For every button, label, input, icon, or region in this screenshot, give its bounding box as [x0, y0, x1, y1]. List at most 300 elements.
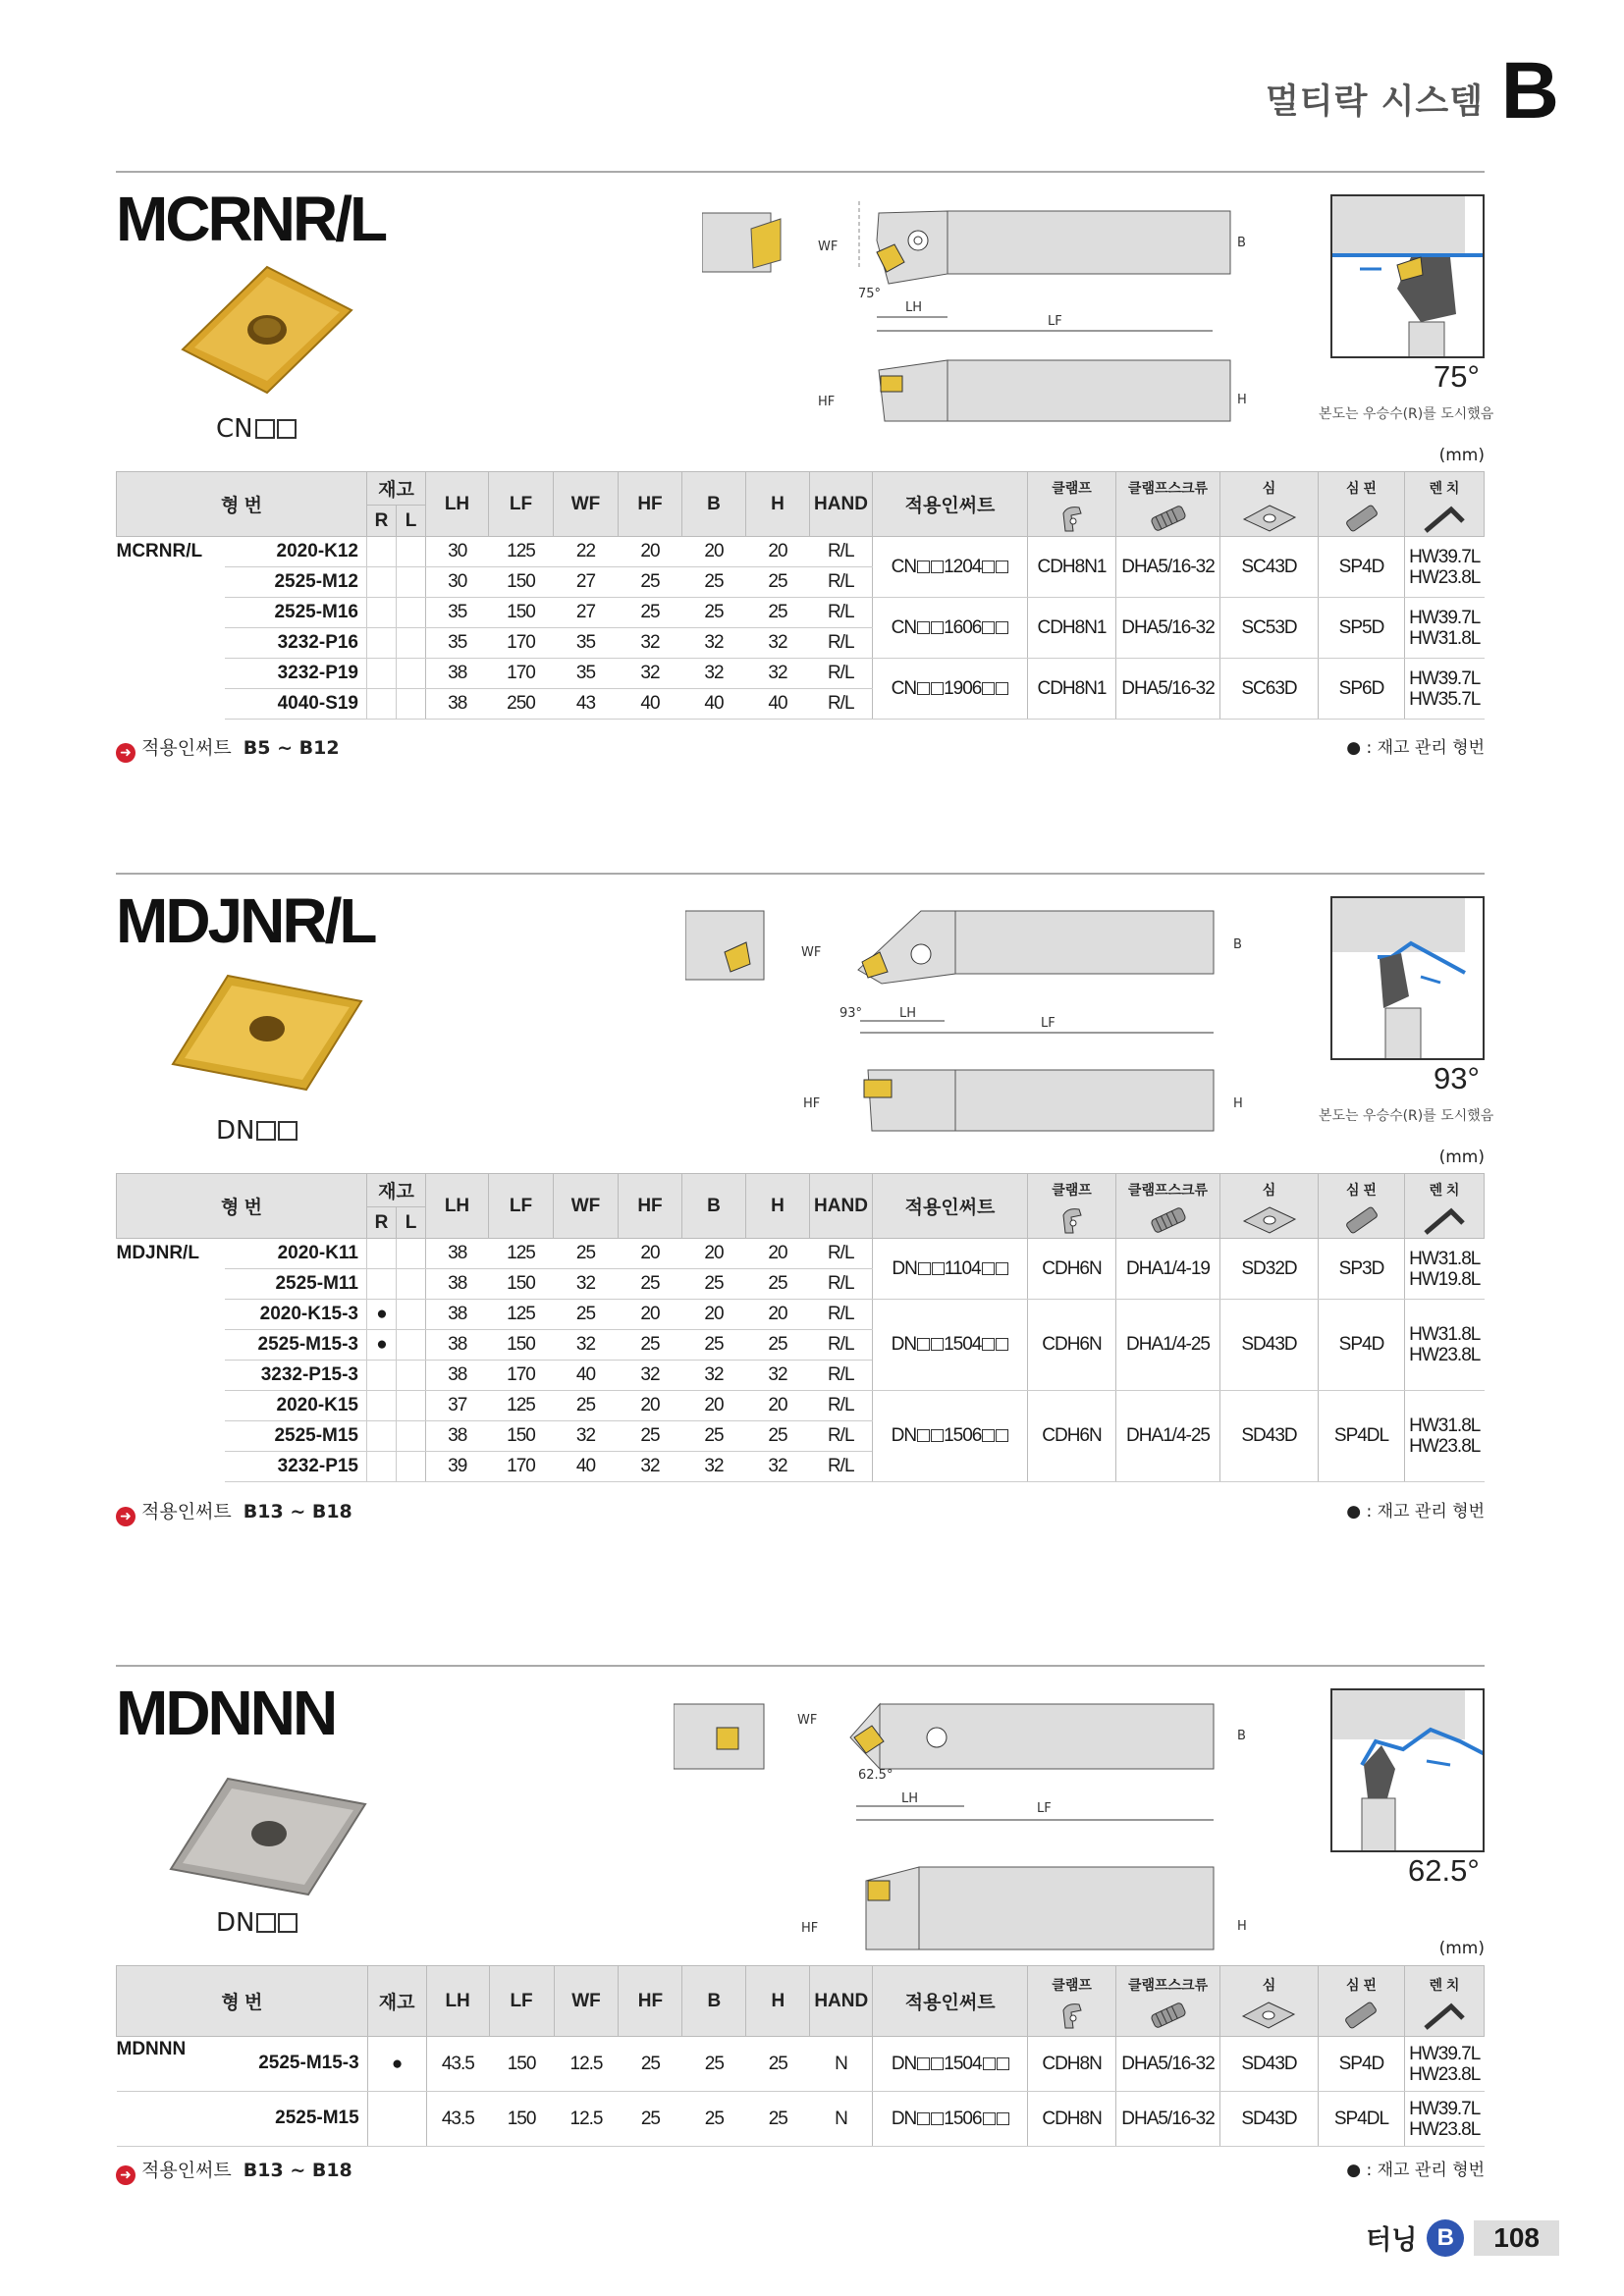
holder-drawing [674, 1698, 1263, 1993]
screw-icon [1144, 1999, 1193, 2032]
unit-label: (mm) [1438, 446, 1485, 465]
shim-icon [1240, 1203, 1299, 1237]
model-code: 2525-M15-3 [258, 2053, 359, 2073]
shim-pin-cell: SP5D [1319, 598, 1405, 659]
cell-lf: 150 [489, 567, 554, 598]
cell-wf: 12.5 [554, 2037, 619, 2092]
model-title: MDJNR/L [116, 885, 375, 956]
cell-wf: 25 [554, 1300, 619, 1330]
cell-hf: 32 [619, 1452, 682, 1482]
insert-suffix: 1504 [944, 1334, 982, 1355]
table-row [117, 1391, 1485, 1421]
col-stock-r: R [367, 506, 397, 537]
cell-b: 25 [682, 1269, 746, 1300]
cell-lf: 125 [489, 537, 554, 567]
angle-diagram [1330, 194, 1485, 358]
unit-label: (mm) [1438, 1939, 1485, 1958]
lh-label: LH [901, 1791, 919, 1806]
cell-lh: 30 [426, 537, 489, 567]
svg-text:75°: 75° [858, 287, 882, 301]
cell-lf: 150 [489, 598, 554, 628]
shim-cell: SC63D [1220, 659, 1319, 720]
section-divider [116, 873, 1485, 875]
cell-lh: 38 [426, 1421, 489, 1452]
cell-h: 25 [746, 1421, 810, 1452]
cell-b: 20 [682, 1300, 746, 1330]
cell-lh: 43.5 [426, 2037, 489, 2092]
cell-hand: N [810, 2092, 873, 2147]
stock-l [397, 1452, 426, 1482]
cell-hand: R/L [810, 567, 873, 598]
lh-label: LH [905, 300, 923, 315]
cell-lh: 43.5 [426, 2092, 489, 2147]
cell-h: 20 [746, 1239, 810, 1269]
col-hf: HF [619, 472, 682, 537]
cell-b: 25 [682, 1421, 746, 1452]
table-row [117, 1239, 1485, 1269]
clamp-icon [1057, 1999, 1087, 2032]
wrench-2: HW35.7L [1409, 688, 1481, 710]
stock-r [367, 659, 397, 689]
wrench-cell [1405, 1239, 1485, 1300]
wrench-2: HW23.8L [1409, 2118, 1481, 2140]
cell-lf: 170 [489, 1452, 554, 1482]
col-wf: WF [554, 1966, 619, 2037]
stock-r: ● [367, 1300, 397, 1330]
cell-wf: 32 [554, 1269, 619, 1300]
insert-ref: ➜ 적용인써트 B5 ~ B12 [116, 733, 340, 763]
model-code: 3232-P15-3 [225, 1361, 367, 1391]
cell-hf: 32 [619, 628, 682, 659]
stock-l [397, 1239, 426, 1269]
col-lf: LF [489, 472, 554, 537]
wrench-cell [1404, 2037, 1484, 2092]
cell-h: 25 [746, 1269, 810, 1300]
col-h: H [746, 472, 810, 537]
insert-prefix: CN [891, 556, 917, 577]
shim-icon [1239, 1999, 1298, 2032]
col-stock: 재고 [367, 1174, 426, 1207]
angle-diagram [1330, 1688, 1485, 1852]
cell-hand: R/L [810, 1391, 873, 1421]
cell-h: 20 [746, 1391, 810, 1421]
wrench-1: HW39.7L [1409, 2098, 1481, 2119]
cell-h: 32 [746, 659, 810, 689]
col-stock-l: L [397, 506, 426, 537]
model-code: 4040-S19 [225, 689, 367, 720]
wrench-2: HW31.8L [1409, 627, 1481, 649]
wrench-icon [1422, 1999, 1467, 2032]
wf-label: WF [818, 240, 839, 254]
pin-icon [1340, 1203, 1383, 1237]
insert-cell [873, 2037, 1028, 2092]
cell-h: 32 [746, 1452, 810, 1482]
insert-shape-label: DN [216, 1908, 298, 1938]
col-stock-r: R [367, 1207, 397, 1239]
insert-image [167, 1775, 369, 1898]
model-group [117, 567, 225, 598]
cell-b: 20 [682, 1391, 746, 1421]
insert-prefix: CN [891, 677, 917, 699]
cell-hand: R/L [810, 1452, 873, 1482]
cell-b: 20 [682, 1239, 746, 1269]
stock-l [397, 567, 426, 598]
cell-lh: 37 [426, 1391, 489, 1421]
wrench-1: HW39.7L [1409, 667, 1481, 689]
svg-text:93°: 93° [839, 1006, 863, 1021]
insert-ref: ➜ 적용인써트 B13 ~ B18 [116, 1497, 352, 1526]
cell-lf: 250 [489, 689, 554, 720]
shim-cell: SD43D [1220, 2092, 1319, 2147]
cell-hf: 25 [619, 2037, 682, 2092]
model-code: 2525-M11 [225, 1269, 367, 1300]
col-clamp-screw: 클램프스크류 [1116, 472, 1220, 537]
cell-lf: 150 [489, 1269, 554, 1300]
cell-hand: R/L [810, 1421, 873, 1452]
stock-l [397, 1361, 426, 1391]
stock-r [367, 598, 397, 628]
cell-hf: 25 [619, 1269, 682, 1300]
arrow-icon: ➜ [116, 1507, 135, 1526]
cell-lf: 150 [489, 2037, 554, 2092]
cell-hf: 20 [619, 1391, 682, 1421]
model-group [117, 659, 225, 689]
insert-image [179, 263, 355, 400]
model-group [117, 1391, 225, 1421]
wf-label: WF [797, 1713, 818, 1728]
clamp-cell: CDH6N [1028, 1300, 1116, 1391]
screw-icon [1144, 502, 1193, 535]
cell-lh: 30 [426, 567, 489, 598]
insert-prefix: DN [891, 2053, 917, 2074]
wrench-2: HW23.8L [1409, 2063, 1481, 2085]
svg-text:62.5°: 62.5° [858, 1768, 893, 1783]
col-hand: HAND [810, 472, 873, 537]
stock-r [367, 1452, 397, 1482]
cell-lf: 125 [489, 1300, 554, 1330]
insert-suffix: 1506 [944, 2108, 982, 2129]
wrench-1: HW39.7L [1409, 2043, 1481, 2064]
cell-h: 25 [746, 2092, 810, 2147]
cell-lf: 150 [489, 2092, 554, 2147]
cell-hand: R/L [810, 537, 873, 567]
cell-wf: 43 [554, 689, 619, 720]
cell-hand: N [810, 2037, 873, 2092]
shim-pin-cell: SP3D [1319, 1239, 1405, 1300]
col-b: B [682, 472, 746, 537]
clamp-cell: CDH6N [1028, 1391, 1116, 1482]
cell-b: 20 [682, 537, 746, 567]
cell-lh: 38 [426, 1239, 489, 1269]
stock-r [367, 1421, 397, 1452]
insert-image [169, 972, 365, 1094]
stock-r [367, 628, 397, 659]
col-shim-pin: 심 핀 [1319, 1174, 1405, 1239]
col-shim-pin: 심 핀 [1318, 1966, 1404, 2037]
cell-wf: 40 [554, 1452, 619, 1482]
screw-icon [1144, 1203, 1193, 1237]
cell-hand: R/L [810, 598, 873, 628]
clamp-icon [1057, 502, 1087, 535]
cell-h: 32 [746, 628, 810, 659]
insert-cell [873, 659, 1028, 720]
insert-prefix: DN [891, 1334, 917, 1355]
lh-label: LH [899, 1006, 917, 1021]
stock-note: ● : 재고 관리 형번 [1346, 738, 1485, 758]
hf-label: HF [818, 395, 836, 409]
angle-value: 75° [1434, 359, 1480, 394]
col-stock-l: L [397, 1207, 426, 1239]
cell-h: 25 [746, 1330, 810, 1361]
cell-hand: R/L [810, 1330, 873, 1361]
cell-wf: 12.5 [554, 2092, 619, 2147]
right-hand-note: 본도는 우승수(R)를 도시했음 [1319, 1108, 1494, 1124]
cell-hf: 32 [619, 1361, 682, 1391]
right-hand-note: 본도는 우승수(R)를 도시했음 [1319, 406, 1494, 422]
stock: ● [367, 2037, 426, 2092]
cell-hand: R/L [810, 1269, 873, 1300]
stock-l [397, 598, 426, 628]
model-code: 2020-K11 [225, 1239, 367, 1269]
cell-h: 25 [746, 2037, 810, 2092]
footer-label: 터닝 [1366, 2225, 1418, 2256]
section-divider [116, 171, 1485, 173]
shim-pin-cell: SP4DL [1318, 2092, 1404, 2147]
model-group: MDJNR/L [116, 1243, 199, 1264]
cell-b: 25 [682, 1330, 746, 1361]
shim-cell: SD43D [1220, 2037, 1319, 2092]
model-title: MDNNN [116, 1678, 336, 1748]
model-group [117, 1452, 225, 1482]
model-code: 2525-M16 [225, 598, 367, 628]
shim-cell: SD43D [1220, 1391, 1319, 1482]
arrow-icon: ➜ [116, 2165, 135, 2185]
col-lh: LH [426, 1174, 489, 1239]
insert-shape-label: DN [216, 1116, 298, 1146]
arrow-icon: ➜ [116, 743, 135, 763]
holder-drawing [702, 201, 1252, 437]
col-shim: 심 [1220, 472, 1319, 537]
cell-wf: 25 [554, 1239, 619, 1269]
col-h: H [746, 1966, 810, 2037]
cell-wf: 40 [554, 1361, 619, 1391]
cell-hand: R/L [810, 628, 873, 659]
col-b: B [682, 1966, 746, 2037]
cell-hf: 20 [619, 537, 682, 567]
wrench-cell [1405, 598, 1485, 659]
wf-label: WF [801, 945, 822, 960]
cell-h: 20 [746, 1300, 810, 1330]
model-cell [117, 2037, 368, 2092]
stock-l [397, 537, 426, 567]
stock-l [397, 1300, 426, 1330]
cell-hf: 32 [619, 659, 682, 689]
cell-wf: 35 [554, 659, 619, 689]
clamp-screw-cell: DHA5/16-32 [1116, 2037, 1220, 2092]
model-code: 3232-P16 [225, 628, 367, 659]
wrench-cell [1405, 1300, 1485, 1391]
model-code: 2020-K12 [225, 537, 367, 567]
insert-cell [873, 2092, 1028, 2147]
cell-lh: 38 [426, 1269, 489, 1300]
col-clamp: 클램프 [1028, 1966, 1116, 2037]
cell-lf: 150 [489, 1421, 554, 1452]
col-wrench: 렌 치 [1404, 1966, 1484, 2037]
cell-h: 32 [746, 1361, 810, 1391]
col-shim: 심 [1220, 1174, 1319, 1239]
cell-b: 25 [682, 567, 746, 598]
cell-hand: R/L [810, 1300, 873, 1330]
page-footer [1366, 2218, 1559, 2257]
clamp-cell: CDH8N1 [1028, 659, 1116, 720]
b-label: B [1233, 937, 1242, 952]
model-group [117, 628, 225, 659]
col-lf: LF [489, 1174, 554, 1239]
stock-l [397, 1421, 426, 1452]
wrench-cell [1405, 659, 1485, 720]
stock-l [397, 628, 426, 659]
shim-pin-cell: SP4D [1318, 2037, 1404, 2092]
cell-hf: 25 [619, 1330, 682, 1361]
wrench-2: HW23.8L [1409, 1345, 1481, 1365]
cell-lh: 39 [426, 1452, 489, 1482]
spec-table [116, 1965, 1485, 2147]
insert-prefix: DN [891, 1425, 917, 1446]
insert-shape-label: CN [216, 414, 297, 444]
clamp-screw-cell: DHA5/16-32 [1116, 537, 1220, 598]
wrench-1: HW39.7L [1409, 546, 1481, 567]
clamp-icon [1057, 1203, 1087, 1237]
col-model: 형 번 [117, 1174, 367, 1239]
clamp-cell: CDH8N1 [1028, 537, 1116, 598]
cell-lf: 170 [489, 659, 554, 689]
cell-wf: 27 [554, 567, 619, 598]
col-hand: HAND [810, 1966, 873, 2037]
lf-label: LF [1037, 1801, 1052, 1816]
stock-r [367, 1239, 397, 1269]
shim-pin-cell: SP4DL [1319, 1391, 1405, 1482]
col-stock: 재고 [367, 472, 426, 506]
shim-cell: SC43D [1220, 537, 1319, 598]
clamp-screw-cell: DHA1/4-25 [1116, 1300, 1220, 1391]
cell-lf: 125 [489, 1239, 554, 1269]
cell-lh: 38 [426, 1300, 489, 1330]
stock-r: ● [367, 1330, 397, 1361]
table-row [117, 598, 1485, 628]
cell-hf: 25 [619, 567, 682, 598]
spec-table [116, 1173, 1485, 1482]
stock-l [397, 659, 426, 689]
stock [367, 2092, 426, 2147]
wrench-2: HW23.8L [1409, 1436, 1481, 1457]
cell-wf: 25 [554, 1391, 619, 1421]
col-model: 형 번 [117, 1966, 368, 2037]
col-insert: 적용인써트 [873, 1174, 1028, 1239]
cell-hf: 20 [619, 1239, 682, 1269]
col-hand: HAND [810, 1174, 873, 1239]
cell-hf: 25 [619, 2092, 682, 2147]
cell-wf: 35 [554, 628, 619, 659]
col-insert: 적용인써트 [873, 1966, 1028, 2037]
insert-cell [873, 1239, 1028, 1300]
cell-b: 32 [682, 628, 746, 659]
cell-wf: 22 [554, 537, 619, 567]
cell-b: 25 [682, 2037, 746, 2092]
col-shim: 심 [1220, 1966, 1319, 2037]
section-divider [116, 1665, 1485, 1667]
insert-cell [873, 1391, 1028, 1482]
shim-icon [1240, 502, 1299, 535]
h-label: H [1233, 1096, 1243, 1111]
insert-suffix: 1506 [944, 1425, 982, 1446]
insert-suffix: 1606 [944, 616, 982, 638]
model-group: MDNNN [116, 2039, 187, 2059]
table-row [117, 537, 1485, 567]
col-lh: LH [426, 472, 489, 537]
clamp-screw-cell: DHA1/4-25 [1116, 1391, 1220, 1482]
cell-wf: 27 [554, 598, 619, 628]
cell-hf: 20 [619, 1300, 682, 1330]
cell-wf: 32 [554, 1330, 619, 1361]
lf-label: LF [1041, 1016, 1056, 1031]
table-row [117, 659, 1485, 689]
spec-table [116, 471, 1485, 720]
pin-icon [1340, 502, 1383, 535]
stock-l [397, 1330, 426, 1361]
clamp-cell: CDH8N [1028, 2092, 1116, 2147]
cell-lf: 170 [489, 628, 554, 659]
stock-r [367, 537, 397, 567]
stock-r [367, 689, 397, 720]
model-group [117, 1421, 225, 1452]
model-group: MCRNR/L [116, 541, 203, 562]
page-number: 108 [1474, 2220, 1559, 2256]
clamp-screw-cell: DHA5/16-32 [1116, 2092, 1220, 2147]
cell-hand: R/L [810, 689, 873, 720]
cell-hf: 25 [619, 598, 682, 628]
header-title: 멀티락 시스템 [1265, 82, 1484, 122]
insert-suffix: 1104 [944, 1257, 981, 1279]
model-code: 2525-M12 [225, 567, 367, 598]
model-code: 3232-P15 [225, 1452, 367, 1482]
wrench-cell [1404, 2092, 1484, 2147]
cell-b: 32 [682, 659, 746, 689]
clamp-screw-cell: DHA5/16-32 [1116, 659, 1220, 720]
b-label: B [1237, 236, 1246, 250]
wrench-icon [1422, 1203, 1467, 1237]
col-hf: HF [619, 1966, 682, 2037]
col-wf: WF [554, 472, 619, 537]
holder-drawing [685, 903, 1255, 1139]
shim-cell: SD43D [1220, 1300, 1319, 1391]
wrench-cell [1405, 1391, 1485, 1482]
insert-suffix: 1504 [944, 2053, 982, 2074]
col-clamp-screw: 클램프스크류 [1116, 1174, 1220, 1239]
clamp-cell: CDH6N [1028, 1239, 1116, 1300]
stock-r [367, 1391, 397, 1421]
model-code: 2525-M15 [225, 1421, 367, 1452]
wrench-1: HW31.8L [1409, 1324, 1481, 1345]
col-h: H [746, 1174, 810, 1239]
insert-suffix: 1204 [944, 556, 982, 577]
lf-label: LF [1048, 314, 1062, 329]
table-row [117, 1300, 1485, 1330]
angle-diagram [1330, 896, 1485, 1060]
cell-h: 25 [746, 567, 810, 598]
cell-h: 20 [746, 537, 810, 567]
cell-b: 25 [682, 2092, 746, 2147]
wrench-2: HW19.8L [1409, 1268, 1481, 1290]
